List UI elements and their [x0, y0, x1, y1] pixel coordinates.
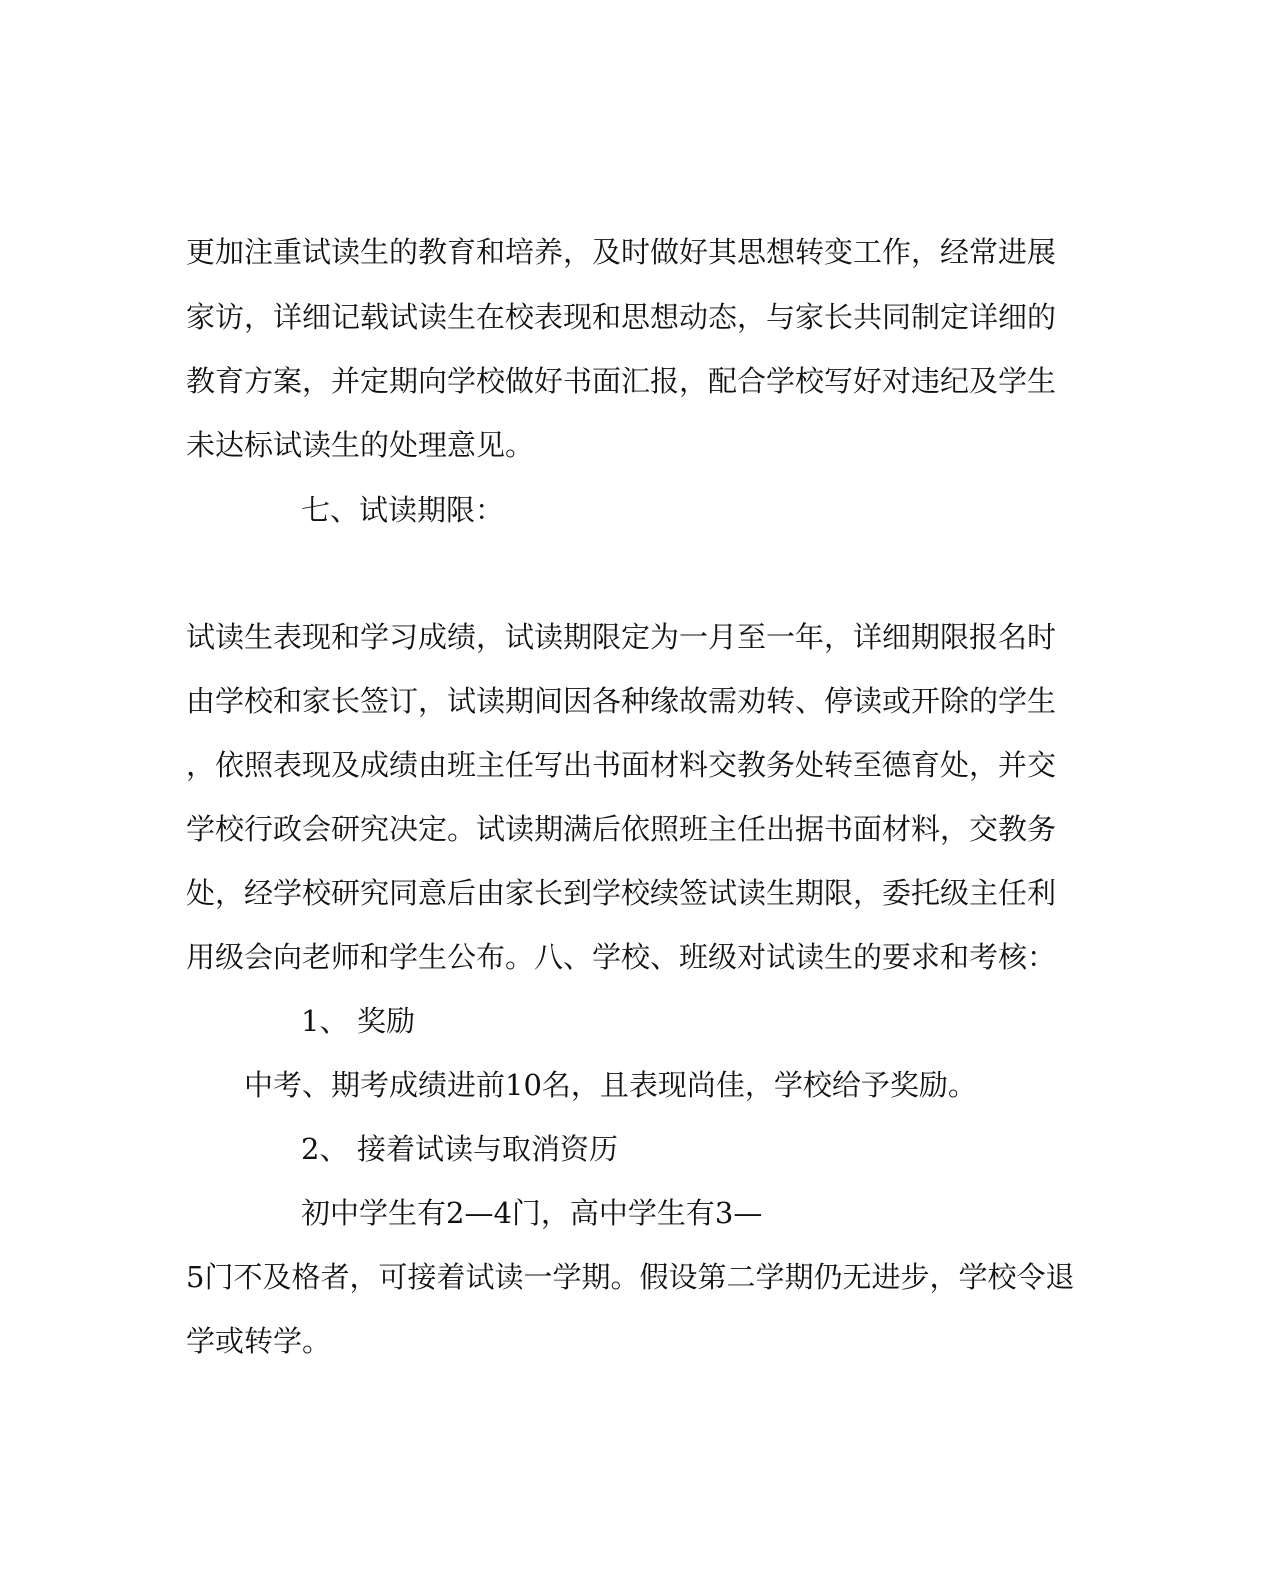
- paragraph-line: 处，经学校研究同意后由家长到学校续签试读生期限，委托级主任利: [186, 876, 1057, 910]
- paragraph-line: 家访，详细记载试读生在校表现和思想动态，与家长共同制定详细的: [186, 300, 1057, 334]
- list-item: [301, 1129, 618, 1169]
- paragraph-line: 由学校和家长签订，试读期间因各种缘故需劝转、停读或开除的学生: [186, 684, 1057, 718]
- paragraph-line: 更加注重试读生的教育和培养，及时做好其思想转变工作，经常进展: [186, 235, 1057, 269]
- paragraph-line: 用级会向老师和学生公布。八、学校、班级对试读生的要求和考核：: [186, 940, 1057, 974]
- list-item-label: 接着试读与取消资历: [357, 1132, 619, 1166]
- paragraph-line: 学或转学。: [186, 1324, 332, 1358]
- paragraph-line: 初中学生有2—4门，高中学生有3—: [301, 1196, 763, 1230]
- paragraph-line: 学校行政会研究决定。试读期满后依照班主任出据书面材料，交教务: [186, 812, 1057, 846]
- list-item: [301, 1001, 415, 1041]
- paragraph-line: ，依照表现及成绩由班主任写出书面材料交教务处转至德育处，并交: [186, 748, 1057, 782]
- paragraph-line: 试读生表现和学习成绩，试读期限定为一月至一年，详细期限报名时: [186, 620, 1057, 654]
- paragraph-line: 未达标试读生的处理意见。: [186, 428, 535, 462]
- list-item-label: 奖励: [357, 1004, 416, 1038]
- list-item-number: 2、: [301, 1132, 349, 1166]
- list-item-number: 1、: [301, 1004, 349, 1038]
- section-heading: 七、试读期限：: [301, 493, 505, 527]
- paragraph-line: 教育方案，并定期向学校做好书面汇报，配合学校写好对违纪及学生: [186, 364, 1057, 398]
- paragraph-line: 中考、期考成绩进前10名，且表现尚佳，学校给予奖励。: [244, 1068, 977, 1102]
- paragraph-line: 5门不及格者，可接着试读一学期。假设第二学期仍无进步，学校令退: [186, 1260, 1075, 1294]
